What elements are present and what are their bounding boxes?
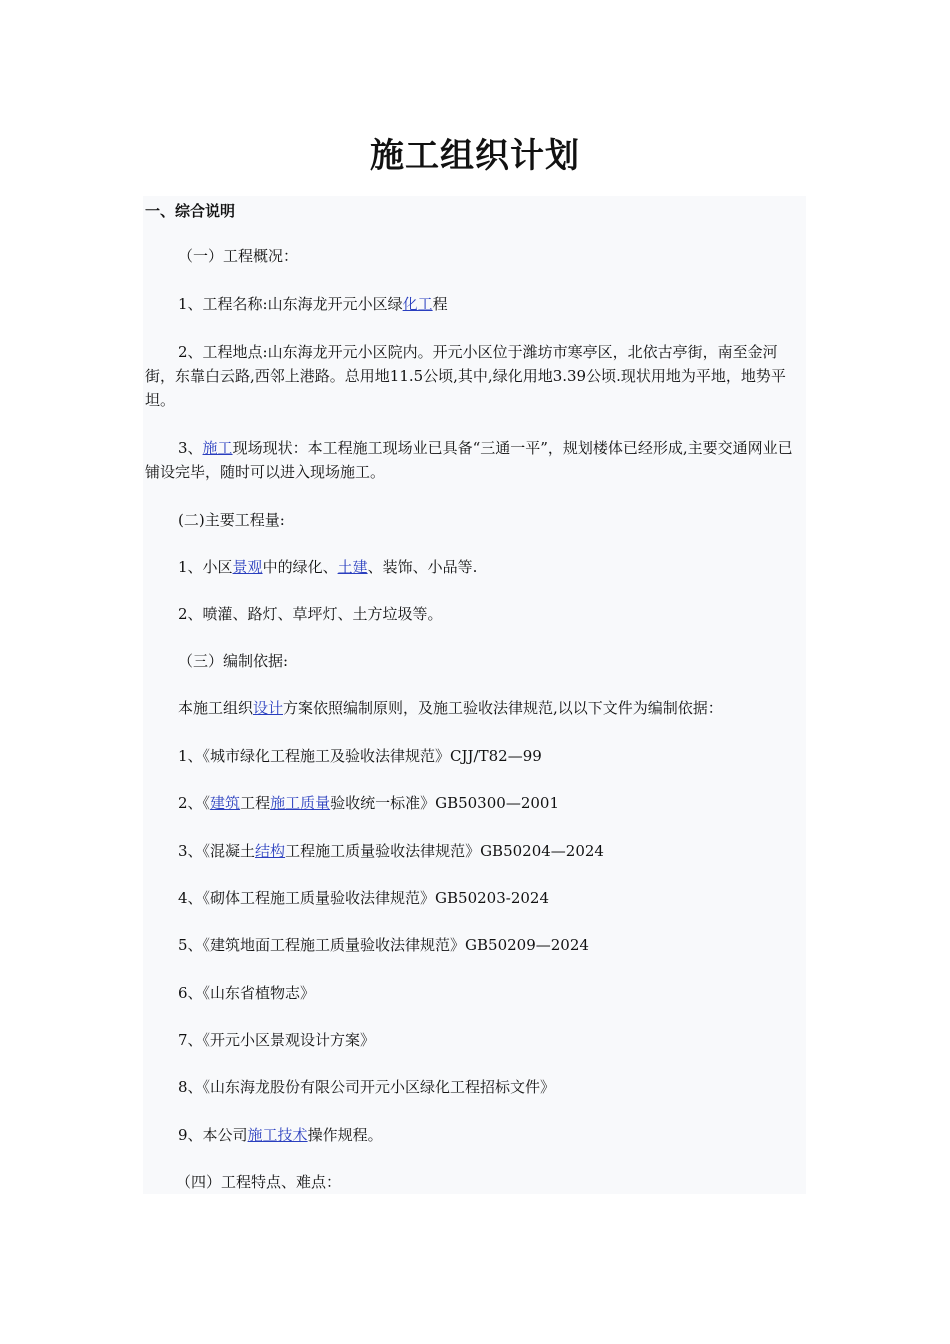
basis-item-6: 6、《山东省植物志》 xyxy=(178,984,316,1002)
basis-item-8: 8、《山东海龙股份有限公司开元小区绿化工程招标文件》 xyxy=(178,1078,556,1096)
quantities-item-1: 1、小区景观中的绿化、土建、装饰、小品等. xyxy=(178,558,478,576)
link-structure[interactable]: 结构 xyxy=(255,842,286,860)
basis-item-4: 4、《砌体工程施工质量验收法律规范》GB50203-2024 xyxy=(178,889,550,907)
basis-heading: （三）编制依据: xyxy=(178,652,289,670)
document-title: 施工组织计划 xyxy=(370,136,580,176)
basis-intro: 本施工组织设计方案依照编制原则，及施工验收法律规范,以以下文件为编制依据： xyxy=(178,699,723,717)
basis-item-2: 2、《建筑工程施工质量验收统一标准》GB50300—2001 xyxy=(178,794,559,812)
basis-item-3: 3、《混凝土结构工程施工质量验收法律规范》GB50204—2024 xyxy=(178,842,604,860)
quantities-heading: (二)主要工程量: xyxy=(178,511,285,529)
basis-item-9: 9、本公司施工技术操作规程。 xyxy=(178,1126,383,1144)
overview-heading: （一）工程概况： xyxy=(178,247,299,265)
link-building[interactable]: 建筑 xyxy=(210,794,241,812)
link-construction[interactable]: 施工 xyxy=(202,439,233,457)
link-civil[interactable]: 土建 xyxy=(337,558,368,576)
link-construction-technology[interactable]: 施工技术 xyxy=(247,1126,308,1144)
site-status: 3、施工现场现状：本工程施工现场业已具备“三通一平”，规划楼体已经形成,主要交通网业已铺设完毕，随时可以进入现场施工。 xyxy=(145,439,793,481)
basis-item-1: 1、《城市绿化工程施工及验收法律规范》CJJ/T82—99 xyxy=(178,747,542,765)
features-heading: （四）工程特点、难点： xyxy=(176,1173,342,1191)
link-design[interactable]: 设计 xyxy=(253,699,284,717)
quantities-item-2: 2、喷灌、路灯、草坪灯、土方垃圾等。 xyxy=(178,605,443,623)
project-name: 1、工程名称:山东海龙开元小区绿化工程 xyxy=(178,295,448,313)
link-construction-quality[interactable]: 施工质量 xyxy=(270,794,331,812)
section-heading-general: 一、综合说明 xyxy=(145,202,236,220)
basis-item-7: 7、《开元小区景观设计方案》 xyxy=(178,1031,376,1049)
link-landscape[interactable]: 景观 xyxy=(232,558,263,576)
basis-item-5: 5、《建筑地面工程施工质量验收法律规范》GB50209—2024 xyxy=(178,936,589,954)
link-chemical[interactable]: 化工 xyxy=(402,295,433,313)
project-location: 2、工程地点:山东海龙开元小区院内。开元小区位于潍坊市寒亭区，北依古亭街，南至金河街，东靠白云路,西邻上港路。总用地11.5公顷,其中,绿化用地3.39公顷.现状用地为平地，地势平坦。 xyxy=(145,343,786,409)
